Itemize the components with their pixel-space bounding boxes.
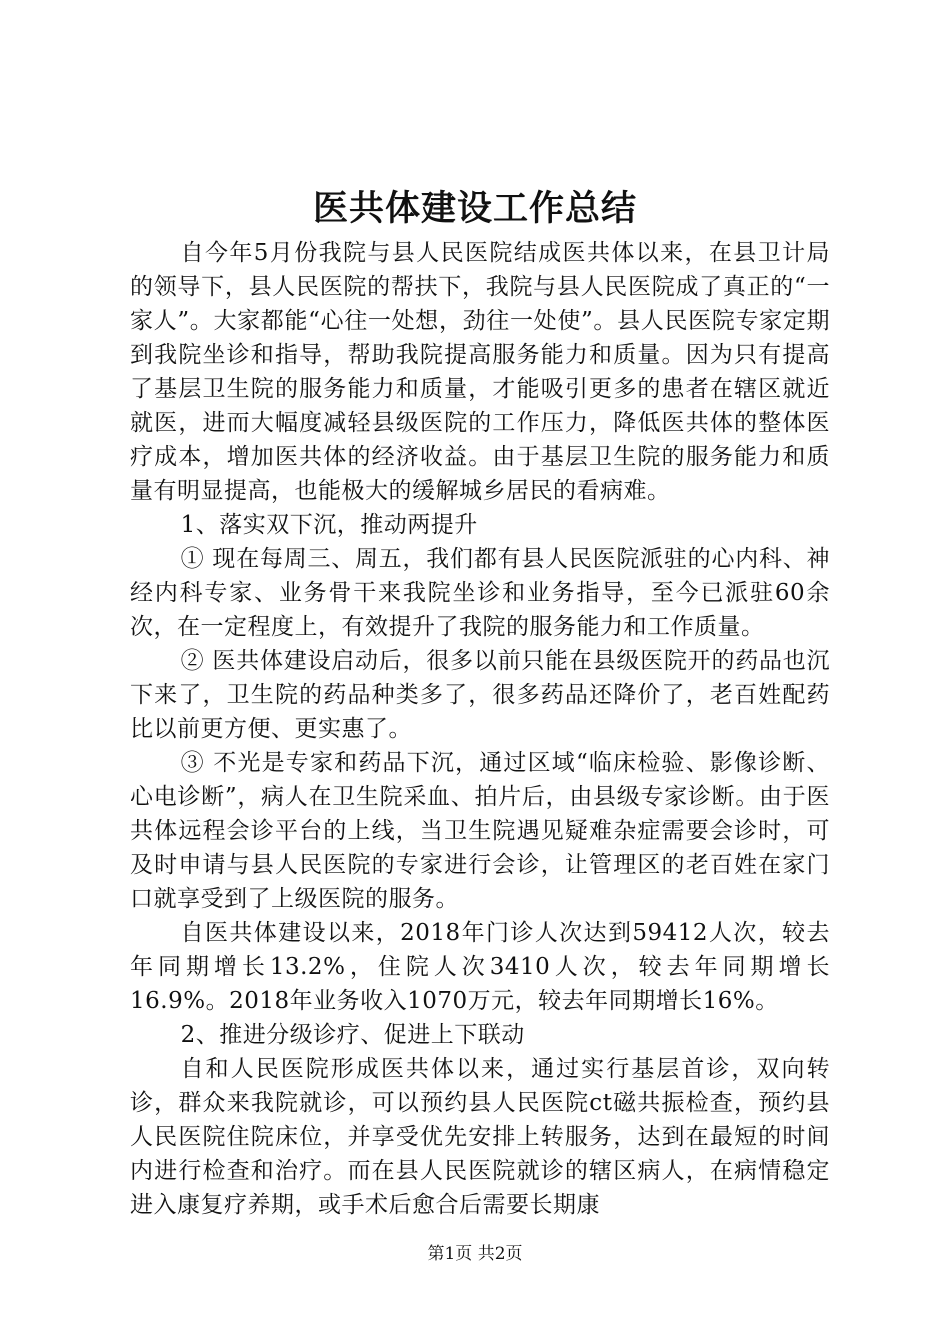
section-heading-2: 2、推进分级诊疗、促进上下联动 bbox=[180, 1022, 525, 1048]
paragraph-item-1: ① 现在每周三、周五，我们都有县人民医院派驻的心内科、神经内科专家、业务骨干来我院坐诊和业务指导，至今已派驻60余次，在一定程度上，有效提升了我院的服务能力和工作质量。 bbox=[130, 546, 830, 640]
section-heading-1: 1、落实双下沉，推动两提升 bbox=[180, 512, 478, 538]
paragraph-item-3: ③ 不光是专家和药品下沉，通过区域“临床检验、影像诊断、心电诊断”，病人在卫生院采血、拍片后，由县级专家诊断。由于医共体远程会诊平台的上线，当卫生院遇见疑难杂症需要会诊时，可及时申请与县人民医院的专家进行会诊，让管理区的老百姓在家门口就享受到了上级医院的服务。 bbox=[130, 750, 830, 912]
paragraph-item-2: ② 医共体建设启动后，很多以前只能在县级医院开的药品也沉下来了，卫生院的药品种类多了，很多药品还降价了，老百姓配药比以前更方便、更实惠了。 bbox=[130, 648, 830, 742]
page-number-footer: 第1页 共2页 bbox=[427, 1244, 523, 1264]
referral-paragraph: 自和人民医院形成医共体以来，通过实行基层首诊，双向转诊，群众来我院就诊，可以预约县人民医院ct磁共振检查，预约县人民医院住院床位，并享受优先安排上转服务，达到在最短的时间内进行检查和治疗。而在县人民医院就诊的辖区病人，在病情稳定进入康复疗养期，或手术后愈合后需要长期康 bbox=[130, 1056, 830, 1218]
document-body bbox=[130, 236, 830, 1222]
document-title: 医共体建设工作总结 bbox=[312, 188, 637, 229]
intro-paragraph: 自今年5月份我院与县人民医院结成医共体以来，在县卫计局的领导下，县人民医院的帮扶下，我院与县人民医院成了真正的“一家人”。大家都能“心往一处想，劲往一处使”。县人民医院专家定期到我院坐诊和指导，帮助我院提高服务能力和质量。因为只有提高了基层卫生院的服务能力和质量，才能吸引更多的患者在辖区就近就医，进而大幅度减轻县级医院的工作压力，降低医共体的整体医疗成本，增加医共体的经济收益。由于基层卫生院的服务能力和质量有明显提高，也能极大的缓解城乡居民的看病难。 bbox=[130, 240, 830, 504]
statistics-paragraph: 自医共体建设以来，2018年门诊人次达到59412人次，较去年同期增长13.2%，住院人次3410人次，较去年同期增长16.9%。2018年业务收入1070万元，较去年同期增长16%。 bbox=[130, 920, 830, 1014]
